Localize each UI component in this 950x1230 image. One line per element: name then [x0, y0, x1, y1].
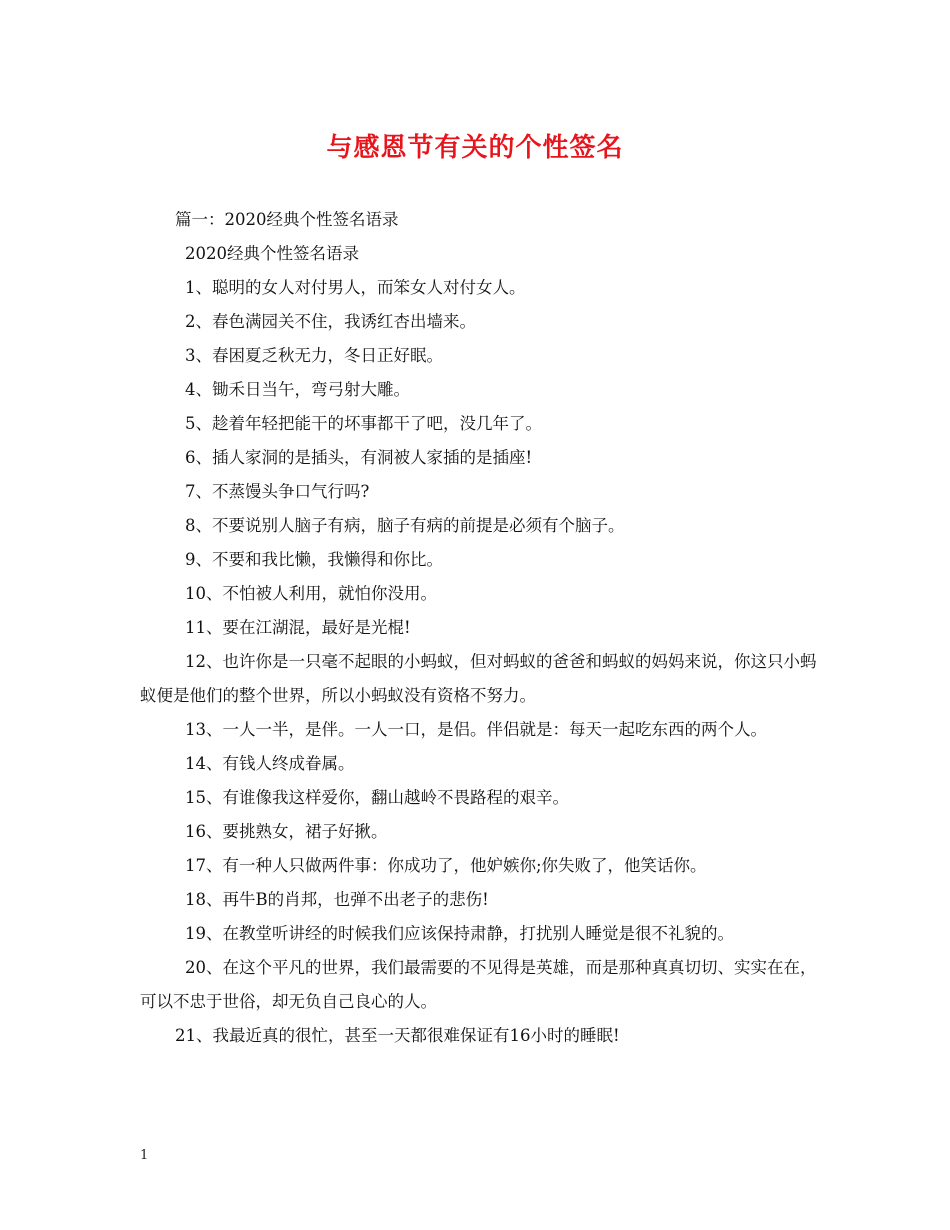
list-item: 11、要在江湖混，最好是光棍! [185, 618, 411, 637]
document-title: 与感恩节有关的个性签名 [326, 133, 624, 163]
list-item: 7、不蒸馒头争口气行吗? [185, 482, 370, 501]
page-number: 1 [140, 1148, 149, 1163]
list-item: 15、有谁像我这样爱你，翻山越岭不畏路程的艰辛。 [185, 788, 569, 807]
list-item: 3、春困夏乏秋无力，冬日正好眠。 [185, 346, 443, 365]
section-heading: 篇一：2020经典个性签名语录 [175, 210, 399, 229]
list-item: 14、有钱人终成眷属。 [185, 754, 355, 773]
list-item: 13、一人一半，是伴。一人一口，是侣。伴侣就是：每天一起吃东西的两个人。 [185, 720, 767, 739]
list-item: 10、不怕被人利用，就怕你没用。 [185, 584, 437, 603]
list-item: 8、不要说别人脑子有病，脑子有病的前提是必须有个脑子。 [185, 516, 625, 535]
list-item: 16、要挑熟女，裙子好揪。 [185, 822, 388, 841]
list-item: 18、再牛B的肖邦，也弹不出老子的悲伤! [185, 890, 489, 909]
list-item: 4、锄禾日当午，弯弓射大雕。 [185, 380, 410, 399]
list-item: 2、春色满园关不住，我诱红杏出墙来。 [185, 312, 476, 331]
list-item: 19、在教堂听讲经的时候我们应该保持肃静，打扰别人睡觉是很不礼貌的。 [185, 924, 734, 943]
list-item: 1、聪明的女人对付男人，而笨女人对付女人。 [185, 278, 526, 297]
list-item: 20、在这个平凡的世界，我们最需要的不见得是英雄，而是那种真真切切、实实在在，可以不忠于世俗，却无负自己良心的人。 [140, 958, 817, 1011]
list-item: 5、趁着年轻把能干的坏事都干了吧，没几年了。 [185, 414, 542, 433]
list-item: 21、我最近真的很忙，甚至一天都很难保证有16小时的睡眠! [175, 1026, 620, 1045]
list-item: 17、有一种人只做两件事：你成功了，他妒嫉你;你失败了，他笑话你。 [185, 856, 707, 875]
subheading: 2020经典个性签名语录 [185, 244, 359, 263]
list-item: 9、不要和我比懒，我懒得和你比。 [185, 550, 443, 569]
list-item: 12、也许你是一只毫不起眼的小蚂蚁，但对蚂蚁的爸爸和蚂蚁的妈妈来说，你这只小蚂蚁便是他们的整个世界，所以小蚂蚁没有资格不努力。 [140, 652, 817, 705]
list-item: 6、插人家洞的是插头，有洞被人家插的是插座! [185, 448, 533, 467]
document-body [140, 203, 820, 1053]
